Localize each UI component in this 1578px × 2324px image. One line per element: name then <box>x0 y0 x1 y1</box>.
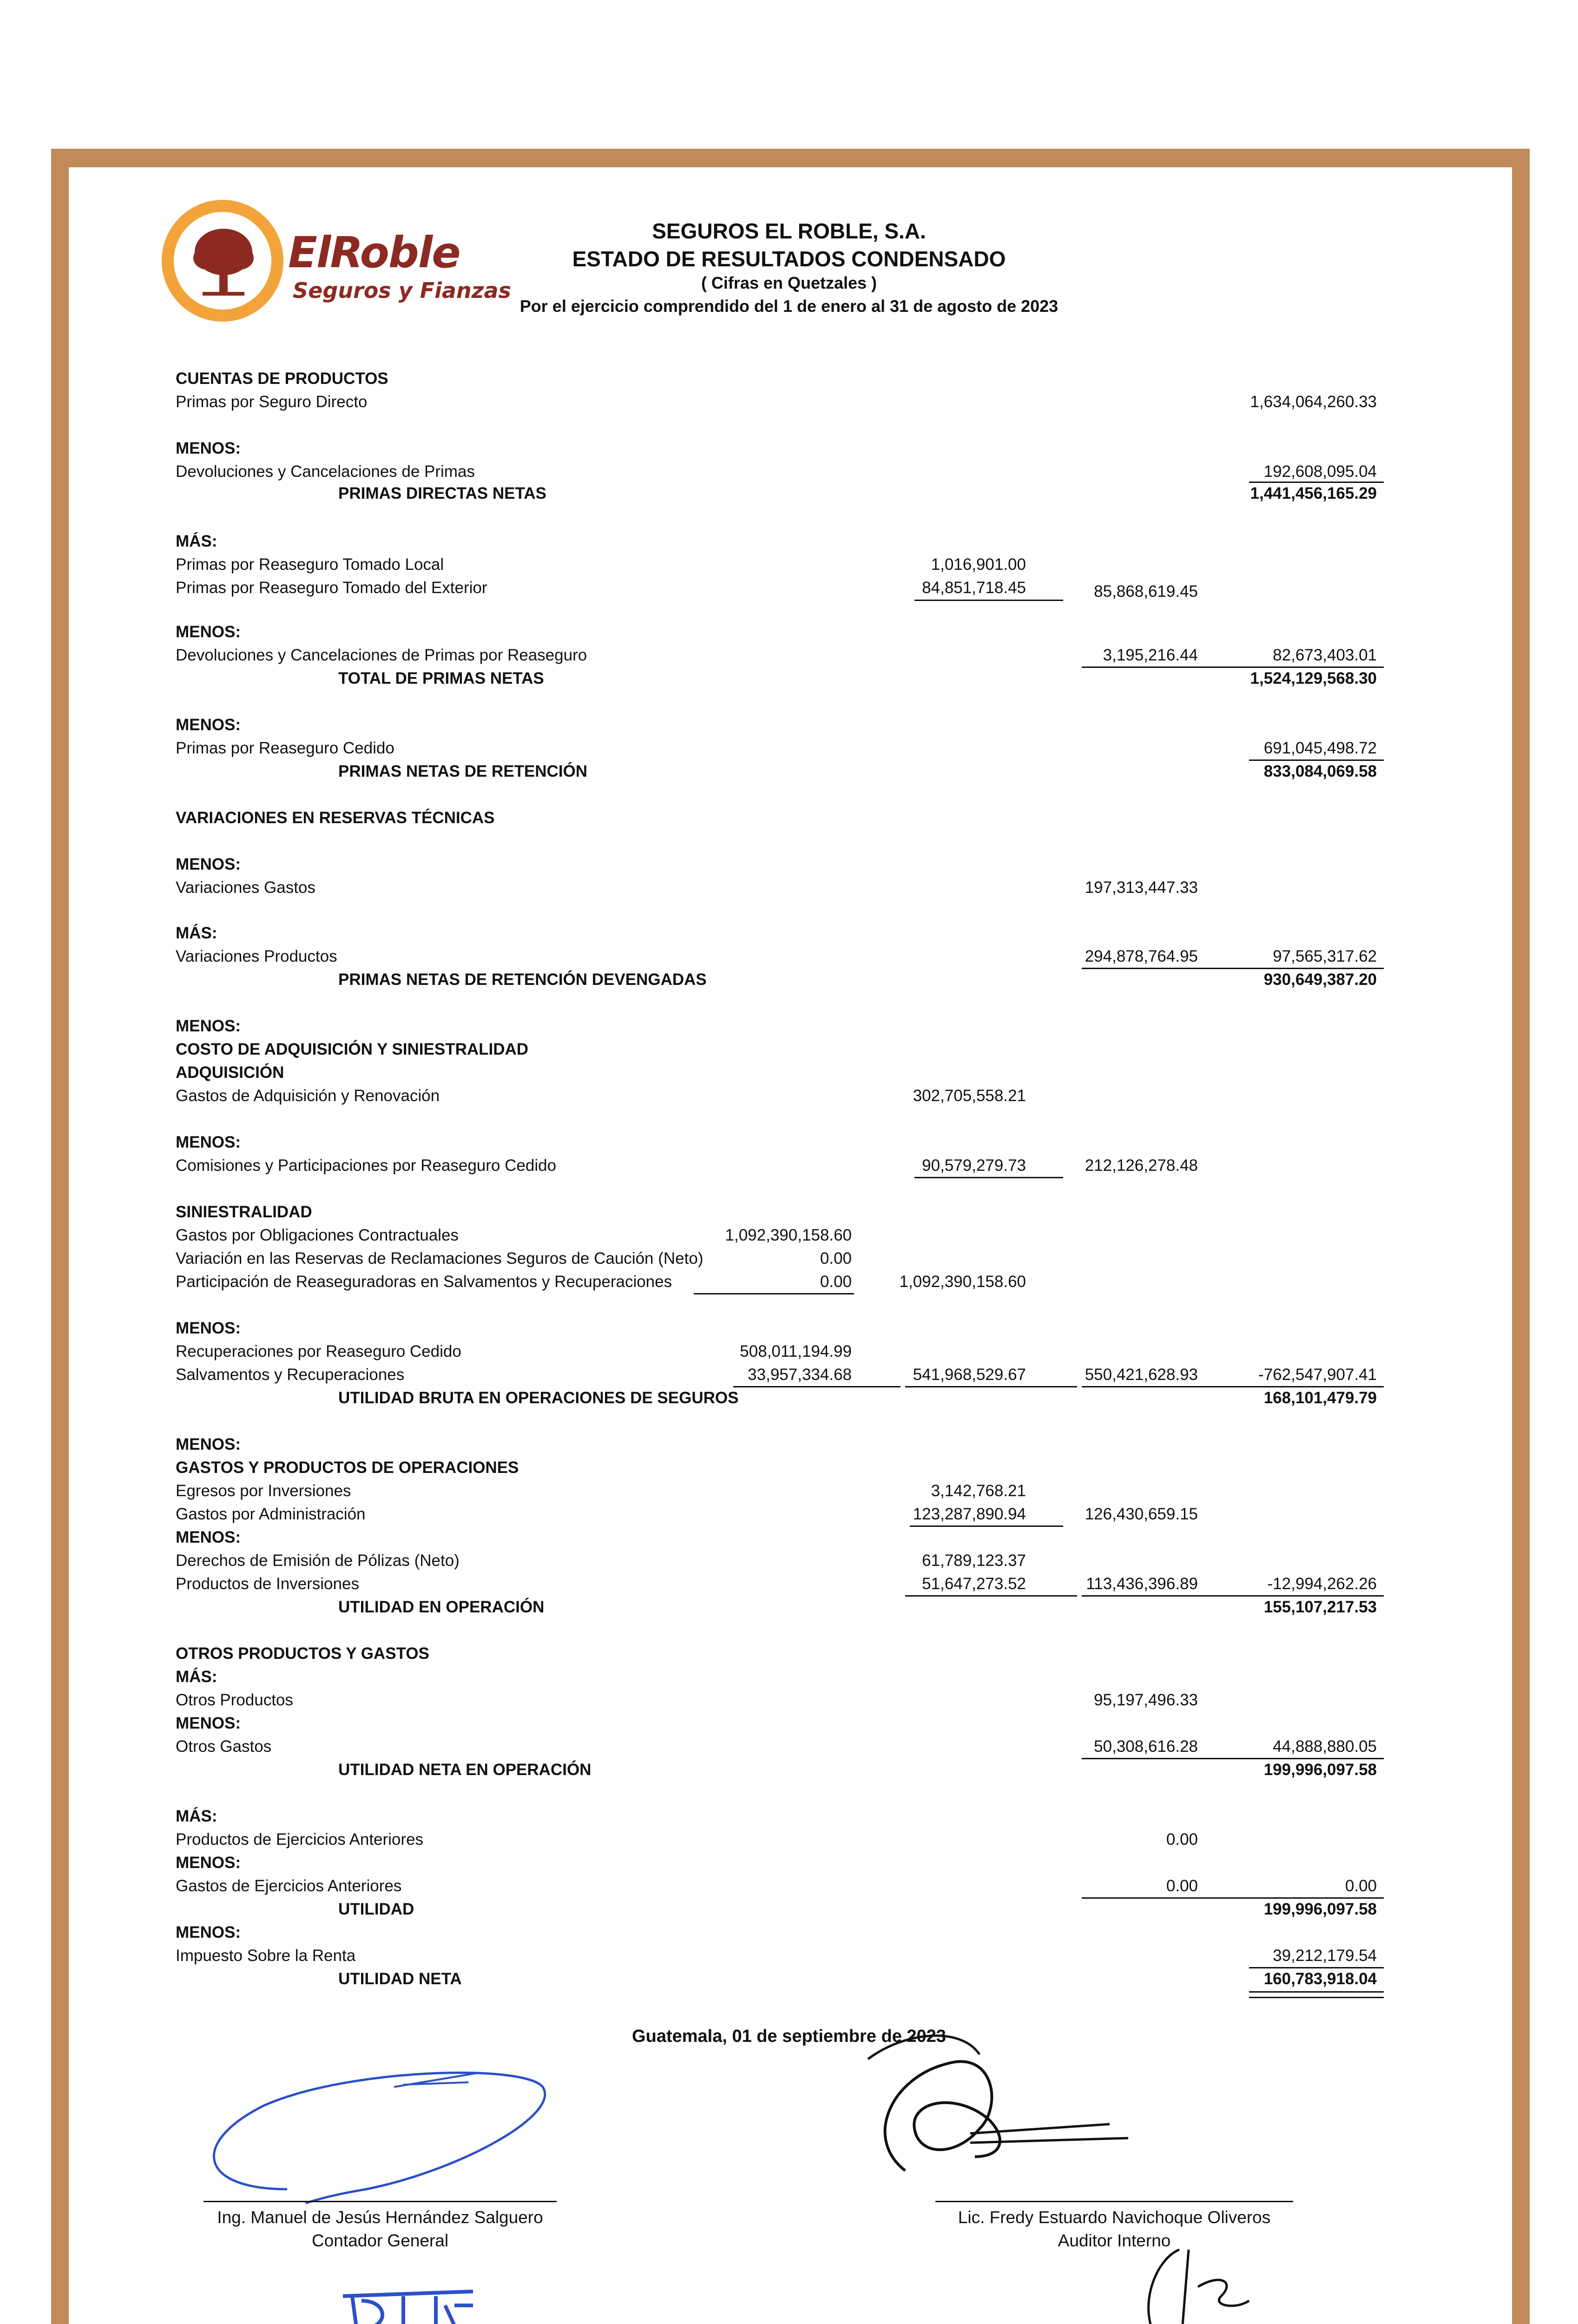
statement-row <box>69 1854 1512 1877</box>
row-label: Gastos por Administración <box>176 1505 366 1523</box>
section-heading: OTROS PRODUCTOS Y GASTOS <box>176 1644 429 1663</box>
statement-row <box>69 1133 1512 1156</box>
section-heading: MENOS: <box>176 1319 241 1337</box>
amount: 3,142,768.21 <box>931 1482 1026 1500</box>
subtotal-label: UTILIDAD <box>338 1900 414 1918</box>
section-heading: MENOS: <box>176 1133 241 1151</box>
amount: 1,092,390,158.60 <box>725 1226 852 1244</box>
statement-row <box>69 1156 1512 1180</box>
underline <box>1082 1595 1249 1597</box>
statement-row <box>69 924 1512 947</box>
section-heading: MÁS: <box>176 1807 217 1825</box>
amount: 197,313,447.33 <box>1085 878 1198 897</box>
underline <box>1249 968 1384 969</box>
amount: 541,968,529.67 <box>913 1366 1026 1384</box>
signer-name: Lic. Fredy Estuardo Navichoque Oliveros <box>958 2208 1271 2227</box>
row-label: Egresos por Inversiones <box>176 1482 351 1500</box>
section-heading: MENOS: <box>176 1435 241 1453</box>
statement-row <box>69 1087 1512 1110</box>
row-label: Devoluciones y Cancelaciones de Primas por Reaseguro <box>176 646 587 664</box>
section-heading: MENOS: <box>176 1017 241 1035</box>
underline <box>1249 1595 1384 1597</box>
statement-row <box>69 555 1512 579</box>
section-heading: MENOS: <box>176 439 241 457</box>
statement-row <box>69 809 1512 832</box>
amount: 0.00 <box>1345 1877 1377 1895</box>
signature-line <box>935 2201 1293 2202</box>
statement-row <box>69 1644 1512 1668</box>
underline <box>1082 1758 1249 1759</box>
statement-row <box>69 393 1512 416</box>
amount: 691,045,498.72 <box>1263 739 1377 757</box>
statement-row <box>69 532 1512 555</box>
amount: 50,308,616.28 <box>1094 1737 1198 1756</box>
section-heading: MENOS: <box>176 716 241 734</box>
statement-row <box>69 1203 1512 1226</box>
statement-row <box>69 1575 1512 1598</box>
signer-name: Ing. Manuel de Jesús Hernández Salguero <box>217 2208 543 2227</box>
logo-brand-text: ElRoble <box>288 228 460 277</box>
subtotal-label: UTILIDAD EN OPERACIÓN <box>338 1598 545 1616</box>
statement-row <box>69 1273 1512 1296</box>
underline <box>914 1177 1063 1178</box>
underline <box>910 1525 1063 1527</box>
document-frame <box>51 149 1530 2324</box>
section-heading: MENOS: <box>176 623 241 641</box>
statement-row <box>69 1923 1512 1947</box>
row-label: Impuesto Sobre la Renta <box>176 1947 356 1965</box>
signer-role: Auditor Interno <box>1058 2231 1171 2250</box>
amount: -762,547,907.41 <box>1258 1366 1377 1384</box>
statement-row <box>69 1807 1512 1830</box>
subtotal-label: TOTAL DE PRIMAS NETAS <box>338 669 544 687</box>
company-name: SEGUROS EL ROBLE, S.A. <box>652 219 926 243</box>
section-heading: MÁS: <box>176 532 217 550</box>
section-heading: GASTOS Y PRODUCTOS DE OPERACIONES <box>176 1459 519 1477</box>
amount: 199,996,097.58 <box>1263 1761 1377 1779</box>
amount: -12,994,262.26 <box>1267 1575 1377 1593</box>
amount: 930,649,387.20 <box>1263 971 1377 989</box>
subtotal-label: UTILIDAD NETA EN OPERACIÓN <box>338 1761 592 1779</box>
signer-role: Contador General <box>311 2231 449 2250</box>
amount: 84,851,718.45 <box>922 579 1026 597</box>
row-label: Recuperaciones por Reaseguro Cedido <box>176 1342 461 1360</box>
amount: 0.00 <box>1166 1830 1198 1849</box>
row-label: Derechos de Emisión de Pólizas (Neto) <box>176 1552 460 1570</box>
statement-row <box>69 1761 1512 1784</box>
statement-row <box>69 1063 1512 1087</box>
underline <box>1082 1386 1249 1387</box>
statement-row <box>69 1505 1512 1528</box>
statement-row <box>69 1528 1512 1552</box>
signature-drawing-presidente <box>334 2278 482 2324</box>
statement-row <box>69 1970 1512 1993</box>
amount: 192,608,095.04 <box>1263 462 1377 481</box>
statement-row <box>69 1435 1512 1459</box>
section-heading: MENOS: <box>176 1714 241 1732</box>
section-heading: MÁS: <box>176 1668 217 1686</box>
row-label: Gastos de Adquisición y Renovación <box>176 1087 440 1105</box>
statement-row <box>69 579 1512 602</box>
subtotal-label: PRIMAS NETAS DE RETENCIÓN <box>338 762 588 780</box>
underline <box>1249 1897 1384 1899</box>
section-heading: MENOS: <box>176 1854 241 1872</box>
statement-row <box>69 1691 1512 1714</box>
subtotal-label: PRIMAS DIRECTAS NETAS <box>338 484 546 502</box>
amount: 85,868,619.45 <box>1094 582 1198 601</box>
underline <box>1082 968 1249 969</box>
signature-drawing-auditor <box>849 2017 1212 2212</box>
amount: 0.00 <box>820 1273 852 1291</box>
row-label: Productos de Ejercicios Anteriores <box>176 1830 424 1849</box>
logo-tagline: Seguros y Fianzas <box>293 278 511 303</box>
statement-row <box>69 1249 1512 1273</box>
section-heading: SINIESTRALIDAD <box>176 1203 312 1221</box>
underline <box>1249 482 1384 483</box>
amount: 199,996,097.58 <box>1263 1900 1377 1918</box>
report-period: Por el ejercicio comprendido del 1 de enero al 31 de agosto de 2023 <box>519 297 1059 316</box>
report-title: ESTADO DE RESULTADOS CONDENSADO <box>572 247 1006 271</box>
amount: 39,212,179.54 <box>1273 1947 1377 1965</box>
statement-row <box>69 439 1512 462</box>
row-label: Variaciones Productos <box>176 947 337 965</box>
statement-row <box>69 947 1512 971</box>
double-underline <box>1249 1991 1384 1998</box>
currency-note: ( Cifras en Quetzales ) <box>701 273 877 292</box>
amount: 61,789,123.37 <box>922 1552 1026 1570</box>
statement-row <box>69 1017 1512 1040</box>
statement-row <box>69 646 1512 669</box>
underline <box>1082 1897 1249 1899</box>
amount: 82,673,403.01 <box>1273 646 1377 664</box>
amount: 1,441,456,165.29 <box>1250 484 1377 502</box>
amount: 44,888,880.05 <box>1273 1737 1377 1756</box>
statement-row <box>69 484 1512 508</box>
underline <box>1249 1967 1384 1968</box>
underline <box>1249 667 1384 668</box>
statement-row <box>69 1366 1512 1389</box>
statement-row <box>69 623 1512 646</box>
statement-row <box>69 1598 1512 1621</box>
statement-row <box>69 762 1512 786</box>
statement-row <box>69 1459 1512 1482</box>
section-heading: COSTO DE ADQUISICIÓN Y SINIESTRALIDAD <box>176 1040 529 1058</box>
statement-row <box>69 716 1512 739</box>
underline <box>1249 759 1384 761</box>
amount: 33,957,334.68 <box>748 1366 852 1384</box>
subtotal-label: PRIMAS NETAS DE RETENCIÓN DEVENGADAS <box>338 971 707 989</box>
row-label: Devoluciones y Cancelaciones de Primas <box>176 462 475 481</box>
row-label: Primas por Reaseguro Tomado del Exterior <box>176 579 487 597</box>
statement-row <box>69 1040 1512 1063</box>
amount: 1,524,129,568.30 <box>1250 669 1377 687</box>
tree-icon <box>189 223 258 302</box>
amount: 123,287,890.94 <box>913 1505 1026 1523</box>
signature-drawing-gerente <box>1128 2231 1268 2324</box>
amount: 90,579,279.73 <box>922 1156 1026 1175</box>
amount: 833,084,069.58 <box>1263 762 1377 780</box>
row-label: Gastos por Obligaciones Contractuales <box>176 1226 459 1244</box>
row-label: Primas por Reaseguro Cedido <box>176 739 394 757</box>
subtotal-label: UTILIDAD BRUTA EN OPERACIONES DE SEGUROS <box>338 1389 739 1407</box>
amount: 212,126,278.48 <box>1085 1156 1198 1175</box>
statement-row <box>69 669 1512 693</box>
section-heading: MÁS: <box>176 924 217 942</box>
statement-row <box>69 1389 1512 1412</box>
amount: 1,634,064,260.33 <box>1250 393 1377 411</box>
section-heading: CUENTAS DE PRODUCTOS <box>176 370 388 388</box>
statement-row <box>69 1342 1512 1366</box>
document-page <box>69 167 1512 2324</box>
section-heading: MENOS: <box>176 855 241 873</box>
amount: 160,783,918.04 <box>1263 1970 1377 1988</box>
underline <box>694 1293 854 1294</box>
signature-line <box>204 2201 557 2202</box>
underline <box>733 1386 901 1387</box>
statement-row <box>69 739 1512 762</box>
amount: 97,565,317.62 <box>1273 947 1377 965</box>
row-label: Variaciones Gastos <box>176 878 316 897</box>
statement-row <box>69 1552 1512 1575</box>
amount: 550,421,628.93 <box>1085 1366 1198 1384</box>
underline <box>1082 667 1249 668</box>
row-label: Participación de Reaseguradoras en Salvamentos y Recuperaciones <box>176 1273 672 1291</box>
amount: 1,092,390,158.60 <box>899 1273 1026 1291</box>
statement-row <box>69 878 1512 902</box>
amount: 0.00 <box>820 1249 852 1268</box>
amount: 168,101,479.79 <box>1263 1389 1377 1407</box>
amount: 155,107,217.53 <box>1263 1598 1377 1616</box>
amount: 294,878,764.95 <box>1085 947 1198 965</box>
section-heading: ADQUISICIÓN <box>176 1063 284 1082</box>
row-label: Variación en las Reservas de Reclamaciones Seguros de Caución (Neto) <box>176 1249 704 1268</box>
row-label: Otros Productos <box>176 1691 293 1709</box>
statement-row <box>69 855 1512 878</box>
statement-row <box>69 370 1512 393</box>
underline <box>905 1595 1077 1597</box>
statement-row <box>69 1830 1512 1854</box>
amount: 3,195,216.44 <box>1103 646 1198 664</box>
amount: 51,647,273.52 <box>922 1575 1026 1593</box>
underline <box>1249 1758 1384 1759</box>
statement-row <box>69 1668 1512 1691</box>
statement-row <box>69 1319 1512 1342</box>
row-label: Productos de Inversiones <box>176 1575 359 1593</box>
subtotal-label: UTILIDAD NETA <box>338 1970 462 1988</box>
statement-row <box>69 1947 1512 1970</box>
underline <box>1249 1386 1384 1387</box>
statement-row <box>69 1877 1512 1900</box>
statement-row <box>69 1714 1512 1737</box>
statement-row <box>69 1226 1512 1249</box>
section-heading: MENOS: <box>176 1923 241 1941</box>
row-label: Otros Gastos <box>176 1737 272 1756</box>
amount: 508,011,194.99 <box>740 1342 852 1360</box>
row-label: Salvamentos y Recuperaciones <box>176 1366 405 1384</box>
row-label: Gastos de Ejercicios Anteriores <box>176 1877 402 1895</box>
amount: 1,016,901.00 <box>931 555 1026 574</box>
amount: 95,197,496.33 <box>1094 1691 1198 1709</box>
section-heading: MENOS: <box>176 1528 241 1546</box>
signature-drawing-contador <box>171 2050 589 2226</box>
amount: 113,436,396.89 <box>1086 1575 1198 1593</box>
row-label: Primas por Seguro Directo <box>176 393 368 411</box>
statement-row <box>69 971 1512 994</box>
place-date: Guatemala, 01 de septiembre de 2023 <box>632 2027 946 2046</box>
section-heading: VARIACIONES EN RESERVAS TÉCNICAS <box>176 809 495 827</box>
underline <box>914 600 1063 601</box>
amount: 126,430,659.15 <box>1085 1505 1198 1523</box>
amount: 302,705,558.21 <box>913 1087 1026 1105</box>
company-logo <box>162 200 515 330</box>
row-label: Comisiones y Participaciones por Reaseguro Cedido <box>176 1156 557 1175</box>
amount: 0.00 <box>1166 1877 1198 1895</box>
statement-row <box>69 1737 1512 1761</box>
statement-row <box>69 1482 1512 1505</box>
statement-row <box>69 1900 1512 1923</box>
row-label: Primas por Reaseguro Tomado Local <box>176 555 444 574</box>
underline <box>905 1386 1077 1387</box>
